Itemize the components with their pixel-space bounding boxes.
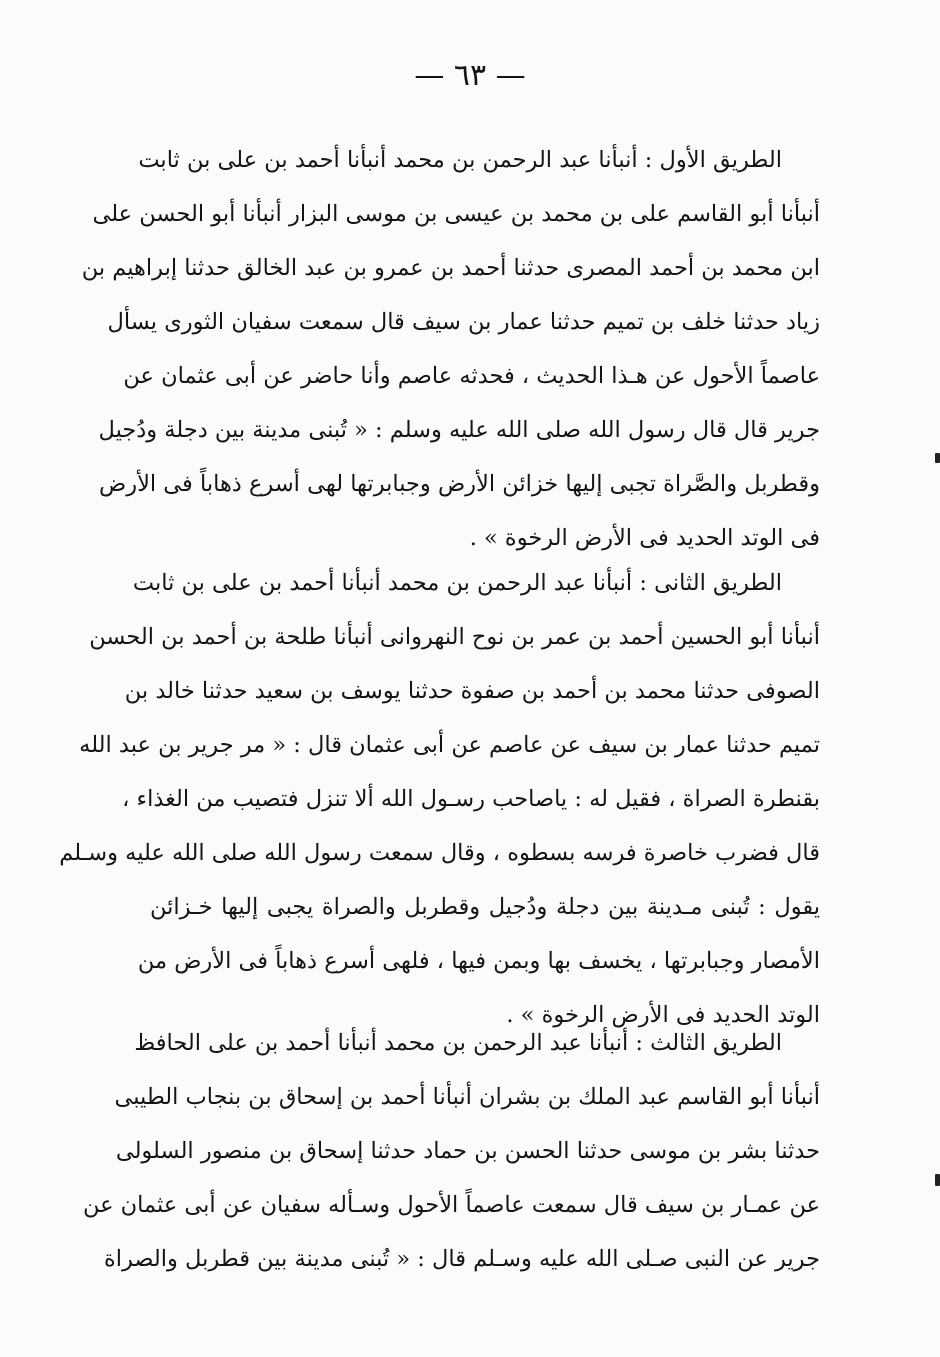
text-line: بقنطرة الصراة ، فقيل له : ياصاحب رسـول الله ألا تنزل فتصيب من الغذاء ، [122, 786, 820, 812]
text-line: جرير عن النبى صـلى الله عليه وسـلم قال : « تُبنى مدينة بين قطربل والصراة [103, 1246, 820, 1272]
text-line: حدثنا بشر بن موسى حدثنا الحسن بن حماد حدثنا إسحاق بن منصور السلولى [115, 1138, 820, 1164]
scan-margin-mark [935, 453, 940, 463]
text-line: زياد حدثنا خلف بن تميم حدثنا عمار بن سيف قال سمعت سفيان الثورى يسأل [107, 309, 820, 335]
text-line: وقطربل والصَّراة تجبى إليها خزائن الأرض وجبابرتها لهى أسرع ذهاباً فى الأرض [99, 471, 820, 497]
text-line: عاصماً الأحول عن هـذا الحديث ، فحدثه عاصم وأنا حاضر عن أبى عثمان عن [123, 363, 820, 389]
text-line: الطريق الثالث : أنبأنا عبد الرحمن بن محمد أنبأنا أحمد بن على الحافظ [134, 1030, 782, 1056]
text-line: الأمصار وجبابرتها ، يخسف بها وبمن فيها ، فلهى أسرع ذهاباً فى الأرض من [137, 948, 820, 974]
text-line: ابن محمد بن أحمد المصرى حدثنا أحمد بن عمرو بن عبد الخالق حدثنا إبراهيم بن [81, 255, 820, 281]
text-line: الوتد الحديد فى الأرض الرخوة » . [506, 1002, 820, 1028]
text-line: الطريق الثانى : أنبأنا عبد الرحمن بن محمد أنبأنا أحمد بن على بن ثابت [132, 570, 782, 596]
page-number: — ٦٣ — [414, 58, 526, 93]
text-line: عن عمـار بن سيف قال سمعت عاصماً الأحول وسـأله سفيان عن أبى عثمان عن [82, 1192, 820, 1218]
text-line: أنبأنا أبو القاسم على بن محمد بن عيسى بن موسى البزار أنبأنا أبو الحسن على [92, 201, 820, 227]
scan-margin-mark [935, 1174, 940, 1186]
text-line: يقول : تُبنى مـدينة بين دجلة ودُجيل وقطربل والصراة يجبى إليها خـزائن [150, 894, 820, 920]
paragraph-second-route [59, 556, 820, 1042]
text-line: أنبأنا أبو القاسم عبد الملك بن بشران أنبأنا أحمد بن إسحاق بن بنجاب الطيبى [114, 1084, 820, 1110]
text-line: قال فضرب خاصرة فرسه بسطوه ، وقال سمعت رسول الله صلى الله عليه وسـلم [59, 840, 820, 866]
text-line: فى الوتد الحديد فى الأرض الرخوة » . [469, 525, 820, 551]
text-line: تميم حدثنا عمار بن سيف عن عاصم عن أبى عثمان قال : « مر جرير بن عبد الله [79, 732, 820, 758]
text-line: أنبأنا أبو الحسين أحمد بن عمر بن نوح النهروانى أنبأنا طلحة بن أحمد بن الحسن [89, 624, 820, 650]
text-line: جرير قال قال رسول الله صلى الله عليه وسلم : « تُبنى مدينة بين دجلة ودُجيل [98, 417, 820, 443]
text-line: الطريق الأول : أنبأنا عبد الرحمن بن محمد أنبأنا أحمد بن على بن ثابت [138, 147, 782, 173]
text-line: الصوفى حدثنا محمد بن أحمد بن صفوة حدثنا يوسف بن سعيد حدثنا خالد بن [124, 678, 820, 704]
paragraph-third-route [82, 1016, 820, 1286]
paragraph-first-route [81, 133, 820, 565]
